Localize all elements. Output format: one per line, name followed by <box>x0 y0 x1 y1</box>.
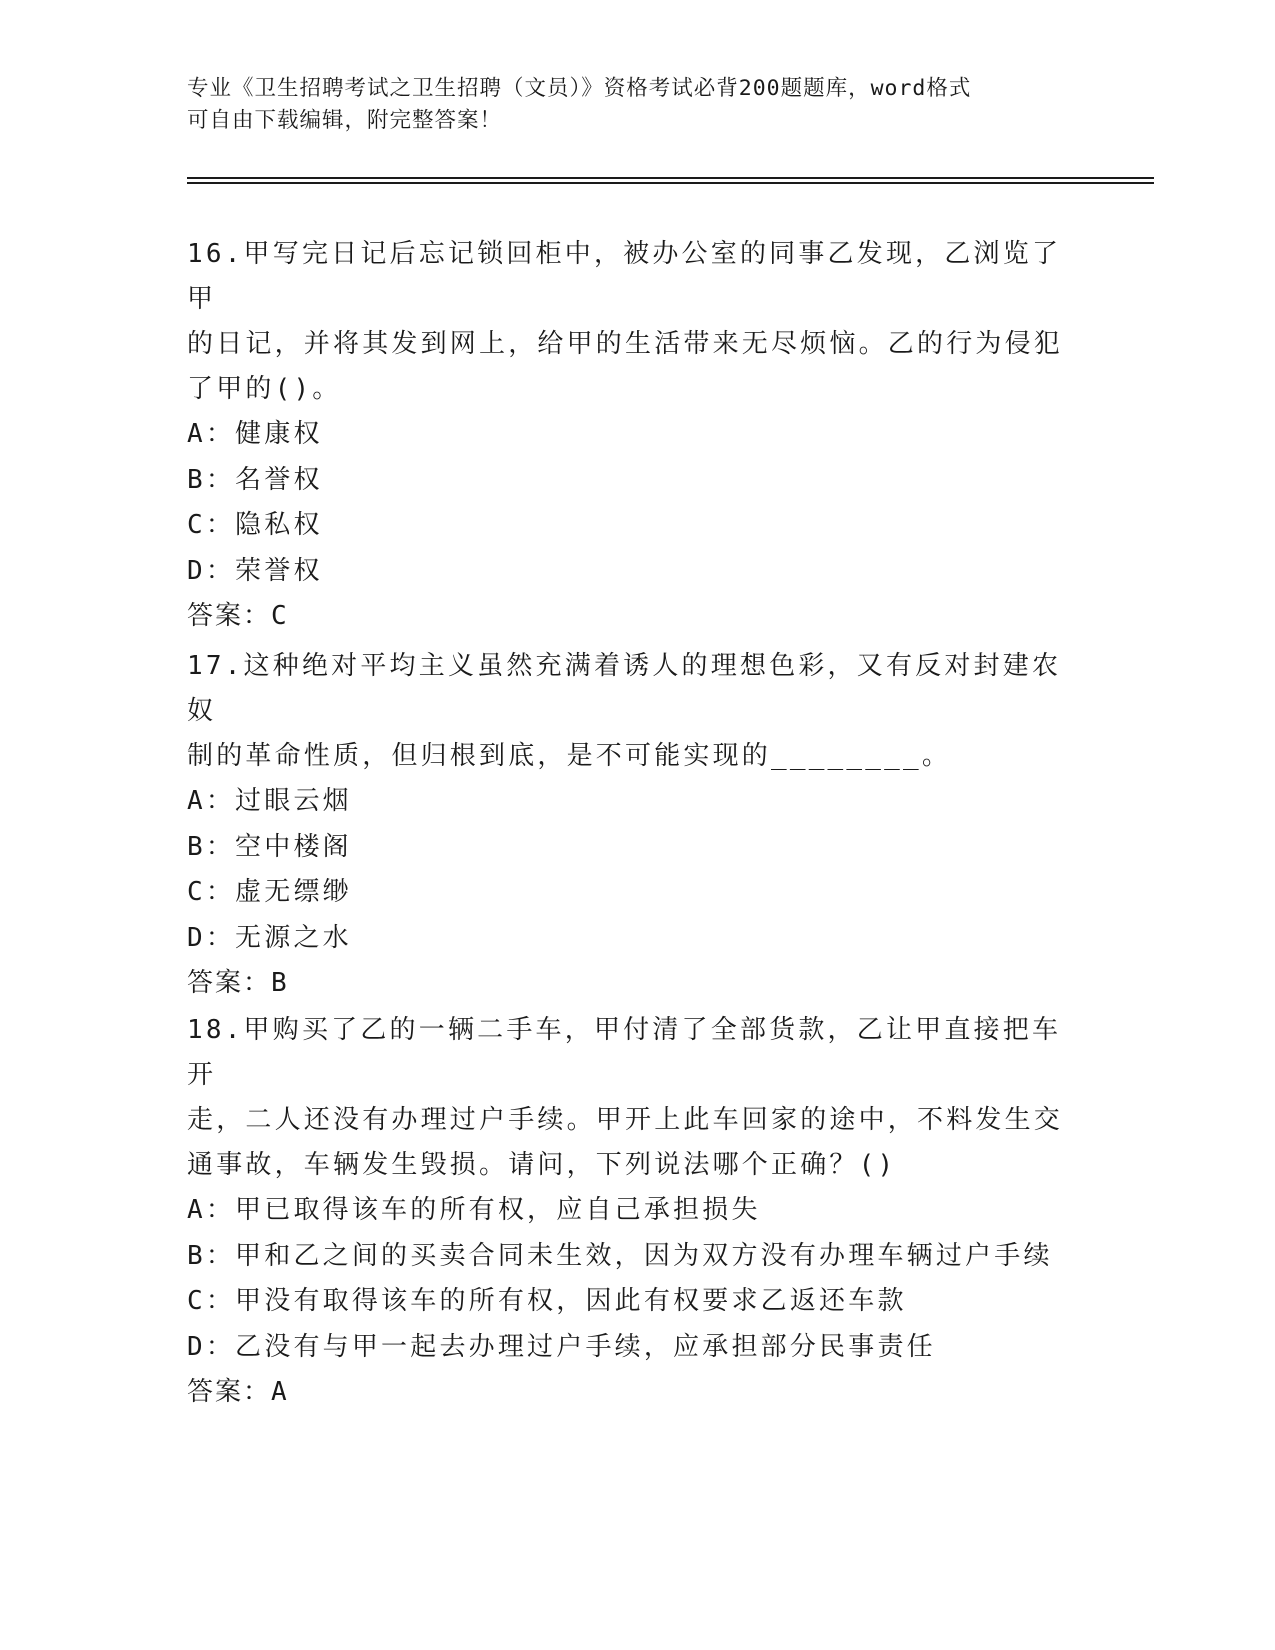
option-a: A：过眼云烟 <box>187 786 352 816</box>
question-stem-line: 了甲的()。 <box>187 374 342 404</box>
option-c: C：甲没有取得该车的所有权，因此有权要求乙返还车款 <box>187 1286 907 1316</box>
header-divider-top <box>187 177 1154 179</box>
answer-value: B <box>271 968 289 998</box>
question-stem-line: 的日记，并将其发到网上，给甲的生活带来无尽烦恼。乙的行为侵犯 <box>187 329 1064 359</box>
question-stem-line: 18.甲购买了乙的一辆二手车，甲付清了全部货款，乙让甲直接把车开 <box>187 1015 1062 1090</box>
option-c: C：隐私权 <box>187 510 323 540</box>
answer-label: 答案： <box>187 1377 272 1407</box>
question-stem-line: 制的革命性质，但归根到底，是不可能实现的________。 <box>187 741 952 771</box>
answer-value: A <box>271 1377 289 1407</box>
option-b: B：甲和乙之间的买卖合同未生效，因为双方没有办理车辆过户手续 <box>187 1240 1053 1271</box>
option-d: D：乙没有与甲一起去办理过户手续，应承担部分民事责任 <box>187 1331 936 1362</box>
answer <box>187 594 1077 639</box>
option-d: D：无源之水 <box>187 922 352 953</box>
option-a: A：健康权 <box>187 419 323 449</box>
question-16 <box>187 232 1077 639</box>
option-d: D：荣誉权 <box>187 555 323 586</box>
question-18 <box>187 1008 1077 1415</box>
question-stem-line: 17.这种绝对平均主义虽然充满着诱人的理想色彩，又有反对封建农奴 <box>187 651 1062 726</box>
option-c: C：虚无缥缈 <box>187 877 352 907</box>
header-divider-bottom <box>187 182 1154 184</box>
header-line-2: 可自由下载编辑，附完整答案！ <box>187 108 503 133</box>
option-a: A：甲已取得该车的所有权，应自己承担损失 <box>187 1195 761 1225</box>
option-b: B：空中楼阁 <box>187 831 352 862</box>
document-header <box>187 73 1067 137</box>
header-line-1: 专业《卫生招聘考试之卫生招聘（文员）》资格考试必背200题题库，word格式 <box>187 76 972 101</box>
answer-label: 答案： <box>187 968 272 998</box>
question-17 <box>187 644 1077 1006</box>
answer-value: C <box>271 601 289 631</box>
answer-label: 答案： <box>187 601 272 631</box>
question-stem-line: 走，二人还没有办理过户手续。甲开上此车回家的途中，不料发生交 <box>187 1105 1064 1135</box>
question-stem-line: 通事故，车辆发生毁损。请问，下列说法哪个正确？() <box>187 1150 897 1180</box>
question-stem-line: 16.甲写完日记后忘记锁回柜中，被办公室的同事乙发现，乙浏览了甲 <box>187 239 1062 314</box>
answer <box>187 961 1077 1006</box>
answer <box>187 1370 1077 1415</box>
option-b: B：名誉权 <box>187 464 323 495</box>
